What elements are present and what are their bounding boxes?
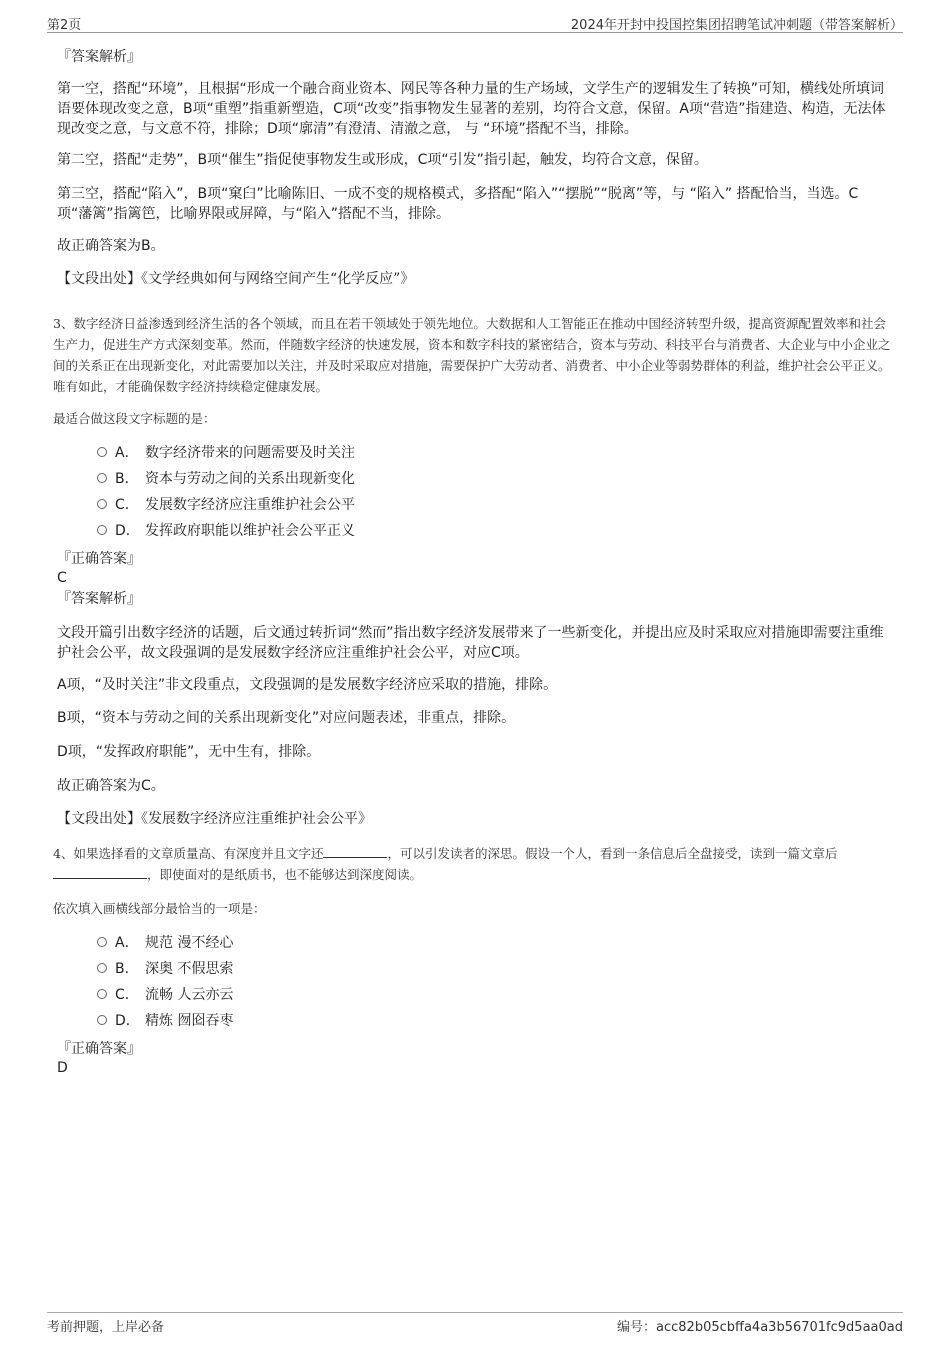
fill-blank-1 [323,843,387,858]
q3-question: 最适合做这段文字标题的是： [53,411,216,426]
q3-source [57,809,892,829]
radio-icon[interactable] [97,473,107,483]
q3-analysis-p1: 文段开篇引出数字经济的话题，后文通过转折词“然而”指出数字经济发展带来了一些新变化，并提出应及时采取应对措施即需要注重维护社会公平，故文段强调的是发展数字经济应注重维护社会公平，对应C项。 [57,625,884,661]
q4-answer: D [57,1060,68,1076]
q3-option-d[interactable]: D． 发挥政府职能以维护社会公平正义 [97,521,355,541]
radio-icon[interactable] [97,525,107,535]
radio-icon[interactable] [97,963,107,973]
radio-icon[interactable] [97,937,107,947]
q3-analysis-p4: D项，“发挥政府职能”，无中生有，排除。 [57,744,321,760]
q2-conclusion: 故正确答案为B。 [57,238,165,254]
q4-option-d[interactable]: D． 精炼 囫囵吞枣 [97,1011,233,1031]
q3-option-a[interactable]: A． 数字经济带来的问题需要及时关注 [97,443,355,463]
q4-option-a[interactable]: A． 规范 漫不经心 [97,933,233,953]
q4-question: 依次填入画横线部分最恰当的一项是： [53,901,266,916]
fill-blank-2 [53,864,147,879]
radio-icon[interactable] [97,447,107,457]
page-number: 第2页 [47,18,82,33]
q3-analysis-label: 『答案解析』 [57,591,141,607]
document-code: 编号：acc82b05cbffa4a3b56701fc9d5aa0ad [617,1320,903,1335]
footer-slogan: 考前押题，上岸必备 [47,1320,165,1335]
source-label: 【文段出处】 [57,811,141,827]
source-label: 【文段出处】 [57,271,141,287]
q3-analysis-p3: B项，“资本与劳动之间的关系出现新变化”对应问题表述，非重点，排除。 [57,710,516,726]
source-title: 《发展数字经济应注重维护社会公平》 [141,811,372,827]
q2-analysis-p1: 第一空，搭配“环境”，且根据“形成一个融合商业资本、网民等各种力量的生产场域，文学生产的逻辑发生了转换”可知，横线处所填词语要体现改变之意，B项“重塑”指重新塑造，C项“改变”指事物发生显著的差别，均符合文意，保留。A项“营造”指建造、构造，无法体现改变之意，与文意不符，排除；D项“廓清”有澄清、清澈之意， 与 “环境”搭配不当，排除。 [57,81,886,137]
page-footer [47,1312,903,1335]
q4-stem: 4、如果选择看的文章质量高、有深度并且文字还 ，可以引发读者的深思。假设一个人，看到一条信息后全盘接受，读到一篇文章后 ，即使面对的是纸质书，也不能够达到深度阅读。 [53,843,898,885]
document-title: 2024年开封中投国控集团招聘笔试冲刺题（带答案解析） [570,18,903,33]
q3-answer: C [57,570,67,586]
q4-option-b[interactable]: B． 深奥 不假思索 [97,959,233,979]
radio-icon[interactable] [97,1015,107,1025]
radio-icon[interactable] [97,989,107,999]
page-header [47,12,903,33]
q2-source [57,269,892,289]
source-title: 《文学经典如何与网络空间产生“化学反应”》 [141,271,415,287]
q2-analysis-p2: 第二空，搭配“走势”，B项“催生”指促使事物发生或形成，C项“引发”指引起，触发，均符合文意，保留。 [57,152,708,168]
q4-option-c[interactable]: C． 流畅 人云亦云 [97,985,233,1005]
q3-option-b[interactable]: B． 资本与劳动之间的关系出现新变化 [97,469,355,489]
q3-answer-label: 『正确答案』 [57,551,141,567]
q2-analysis-label: 『答案解析』 [57,49,141,65]
q3-analysis-p2: A项，“及时关注”非文段重点，文段强调的是发展数字经济应采取的措施，排除。 [57,677,558,693]
q3-option-c[interactable]: C． 发展数字经济应注重维护社会公平 [97,495,355,515]
radio-icon[interactable] [97,499,107,509]
q2-analysis-p3: 第三空，搭配“陷入”，B项“窠臼”比喻陈旧、一成不变的规格模式，多搭配“陷入”“摆脱”“脱离”等，与 “陷入” 搭配恰当，当选。C项“藩篱”指篱笆，比喻界限或屏障，与“陷入”搭配不当，排除。 [57,186,859,222]
q4-answer-label: 『正确答案』 [57,1041,141,1057]
q3-conclusion: 故正确答案为C。 [57,778,165,794]
q3-stem: 3、数字经济日益渗透到经济生活的各个领域，而且在若干领域处于领先地位。大数据和人工智能正在推动中国经济转型升级，提高资源配置效率和社会生产力，促进生产方式深刻变革。然而，伴随数字经济的快速发展，资本和数字科技的紧密结合，资本与劳动、科技平台与消费者、大企业与中小企业之间的关系正在出现新变化，对此需要加以关注，并及时采取应对措施，需要保护广大劳动者、消费者、中小企业等弱势群体的利益，维护社会公平正义。唯有如此，才能确保数字经济持续稳定健康发展。 [53,316,891,394]
